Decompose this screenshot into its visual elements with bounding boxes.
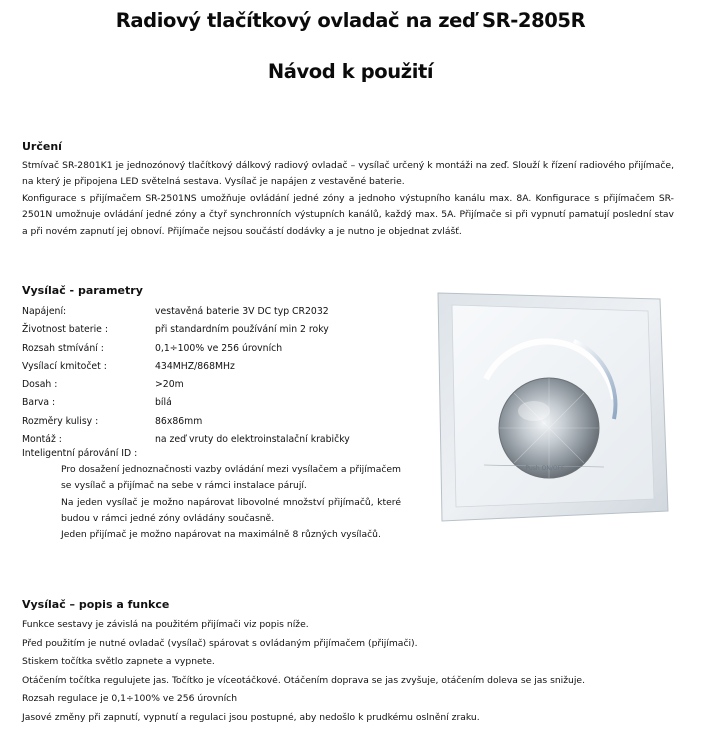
pairing-paragraph: Pro dosažení jednoznačnosti vazby ovládání mezi vysílačem a přijímačem se vysílač a přijímač na sebe v rámci instalace párují. [61, 464, 401, 492]
functions-list [22, 616, 682, 728]
function-line: Před použitím je nutné ovladač (vysílač) spárovat s ovládaným přijímačem (přijímači). [22, 637, 418, 649]
parameter-label: Rozměry kulisy : [22, 415, 99, 427]
pairing-paragraph: Jeden přijímač je možno napárovat na maximálně 8 různých vysílačů. [61, 529, 381, 541]
function-line: Funkce sestavy je závislá na použitém přijímači viz popis níže. [22, 619, 309, 630]
wall-dimmer-photo [424, 289, 670, 525]
purpose-paragraph-2: Konfigurace s přijímačem SR-2501NS umožňuje ovládání jedné zóny a jednoho výstupního kanálu max. 8A. Konfigurace s přijímačem SR-2501N umožnuje ovládání jedné zóny a čtyř synchronních výstupních kanálů, každý max. 5A. Přijímače si při vypnutí pamatují poslední stav a při novém zapnutí jej obnoví. Přijímače nejsou součástí dodávky a je nutno je objednat zvlášť. [22, 193, 674, 237]
parameter-value: bílá [155, 397, 172, 409]
function-line: Rozsah regulace je 0,1÷100% ve 256 úrovních [22, 693, 238, 705]
pairing-label: Inteligentní párování ID : [22, 448, 138, 459]
functions-heading: Vysílač – popis a funkce [22, 598, 170, 611]
parameter-row [22, 431, 422, 449]
parameters-table [22, 303, 422, 449]
parameter-value: 434MHZ/868MHz [155, 360, 235, 372]
parameter-value: při standardním používání min 2 roky [155, 324, 329, 336]
function-line: Otáčením točítka regulujete jas. Točítko je víceotáčkové. Otáčením doprava se jas zvyšuje, otáčením doleva se jas snižuje. [22, 674, 586, 686]
purpose-paragraph-1: Stmívač SR-2801K1 je jednozónový tlačítkový dálkový radiový ovladač – vysílač určený k montáži na zeď. Slouží k řízení radiového přijímače, na který je připojena LED světelná sestava. Vysílač je napájen z vestavěné baterie. [22, 160, 674, 188]
pairing-paragraph: Na jeden vysílač je možno napárovat libovolné množství přijímačů, které budou v rámci jedné zóny ovládány současně. [61, 496, 401, 524]
parameters-heading: Vysílač - parametry [22, 284, 143, 297]
parameter-value: 86x86mm [155, 415, 203, 427]
parameter-label: Vysílací kmitočet : [22, 360, 107, 372]
function-line: Stiskem točítka světlo zapnete a vypnete. [22, 656, 215, 668]
pairing-description [61, 462, 401, 543]
parameter-row [22, 413, 422, 431]
parameter-label: Barva : [22, 397, 56, 409]
parameter-row [22, 394, 422, 412]
parameter-label: Dosah : [22, 379, 58, 391]
parameter-label: Montáž : [22, 434, 62, 446]
document-subtitle: Návod k použití [267, 60, 434, 83]
parameter-row [22, 340, 422, 358]
parameter-value: na zeď vruty do elektroinstalační krabičky [155, 434, 350, 446]
parameter-value: >20m [155, 379, 184, 391]
parameter-row [22, 321, 422, 339]
parameter-value: vestavěná baterie 3V DC typ CR2032 [155, 306, 329, 317]
document-title: Radiový tlačítkový ovladač na zeď SR-2805R [115, 9, 586, 32]
parameter-label: Životnost baterie : [22, 324, 108, 336]
purpose-heading: Určení [22, 140, 62, 153]
parameter-row [22, 358, 422, 376]
parameter-label: Rozsah stmívání : [22, 342, 104, 354]
parameter-value: 0,1÷100% ve 256 úrovních [155, 342, 283, 354]
push-on-off-label: Push ON/OFF [525, 465, 565, 472]
parameter-label: Napájení: [22, 306, 67, 317]
parameter-row [22, 376, 422, 394]
function-line: Jasové změny při zapnutí, vypnutí a regulaci jsou postupné, aby nedošlo k prudkému oslnění zraku. [22, 711, 480, 723]
parameter-row [22, 303, 422, 321]
